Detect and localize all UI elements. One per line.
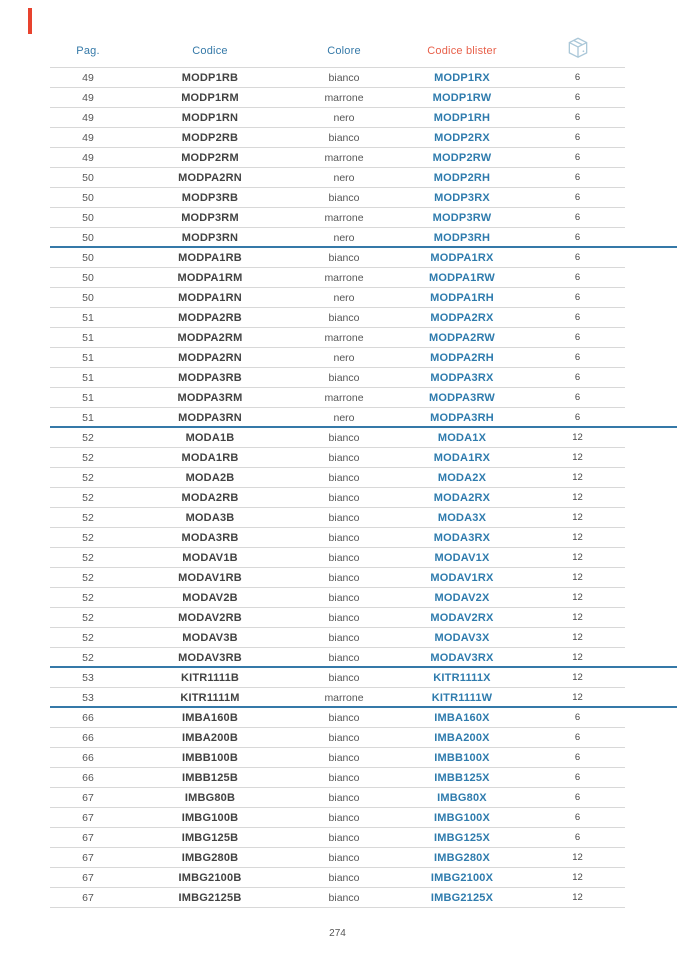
qty-cell: 6 (574, 792, 581, 803)
codice-cell: MODPA1RM (177, 271, 243, 284)
colore-cell: bianco (328, 491, 360, 504)
codice-cell: MODA2B (185, 471, 235, 484)
qty-cell: 6 (574, 392, 581, 403)
colore-cell: bianco (328, 651, 360, 664)
table-row (50, 548, 625, 568)
codice-blister-cell: IMBB125X (434, 771, 490, 784)
codice-cell: MODA2RB (181, 491, 239, 504)
codice-blister-cell: KITR1111W (431, 691, 493, 704)
pag-cell: 66 (82, 731, 94, 744)
table-row (50, 148, 625, 168)
qty-cell: 12 (572, 692, 583, 703)
table-row (50, 488, 625, 508)
pag-cell: 52 (82, 531, 94, 544)
qty-cell: 12 (572, 852, 583, 863)
codice-cell: MODPA2RN (178, 171, 242, 184)
codice-blister-cell: MODP3RH (433, 231, 491, 244)
codice-blister-cell: MODAV3X (434, 631, 490, 644)
codice-blister-cell: MODP2RX (434, 131, 490, 144)
colore-cell: bianco (328, 891, 360, 904)
table-row (50, 848, 625, 868)
codice-blister-cell: MODPA1RH (430, 291, 494, 304)
qty-cell: 6 (574, 372, 581, 383)
codice-cell: MODA1B (185, 431, 235, 444)
table-row (50, 668, 625, 688)
pag-cell: 67 (82, 811, 94, 824)
pag-cell: 50 (82, 191, 94, 204)
pag-cell: 52 (82, 571, 94, 584)
pag-cell: 53 (82, 671, 94, 684)
codice-blister-cell: MODAV2RX (430, 611, 494, 624)
colore-cell: bianco (328, 311, 360, 324)
pag-cell: 51 (82, 411, 94, 424)
codice-blister-cell: MODPA2RW (429, 331, 495, 344)
pag-cell: 67 (82, 891, 94, 904)
qty-cell: 6 (574, 212, 581, 223)
colore-cell: bianco (328, 71, 360, 84)
codice-cell: KITR1111B (180, 671, 240, 684)
qty-cell: 6 (574, 272, 581, 283)
codice-cell: MODP2RM (181, 151, 239, 164)
pag-cell: 53 (82, 691, 94, 704)
codice-cell: MODPA3RB (178, 371, 242, 384)
table-row (50, 768, 625, 788)
codice-blister-cell: MODA2X (437, 471, 487, 484)
codice-blister-cell: IMBA200X (434, 731, 490, 744)
table-row (50, 728, 625, 748)
table-row (50, 448, 625, 468)
pag-cell: 50 (82, 271, 94, 284)
table-row (50, 568, 625, 588)
pag-cell: 50 (82, 251, 94, 264)
colore-cell: bianco (328, 671, 360, 684)
table-row (50, 428, 625, 448)
qty-cell: 6 (574, 72, 581, 83)
codice-cell: MODP1RM (181, 91, 239, 104)
page-number: 274 (329, 928, 346, 939)
codice-cell: MODPA3RN (178, 411, 242, 424)
pag-cell: 49 (82, 131, 94, 144)
codice-cell: MODPA2RB (178, 311, 242, 324)
table-row (50, 868, 625, 888)
colore-cell: marrone (324, 211, 364, 224)
codice-blister-cell: IMBG2100X (430, 871, 494, 884)
pag-cell: 67 (82, 831, 94, 844)
qty-cell: 6 (574, 732, 581, 743)
codice-blister-cell: MODPA1RX (430, 251, 494, 264)
qty-cell: 6 (574, 292, 581, 303)
pag-cell: 52 (82, 451, 94, 464)
codice-blister-cell: MODPA3RW (429, 391, 495, 404)
codice-blister-cell: MODP1RX (434, 71, 490, 84)
colore-cell: marrone (324, 331, 364, 344)
codice-cell: MODAV1RB (178, 571, 242, 584)
codice-cell: IMBG2125B (178, 891, 242, 904)
table-body (50, 68, 625, 908)
qty-cell: 12 (572, 432, 583, 443)
table-row (50, 208, 625, 228)
pag-cell: 52 (82, 511, 94, 524)
table-row (50, 268, 625, 288)
qty-cell: 6 (574, 232, 581, 243)
colore-cell: bianco (328, 751, 360, 764)
pag-cell: 52 (82, 551, 94, 564)
table-row (50, 748, 625, 768)
codice-blister-cell: IMBA160X (434, 711, 490, 724)
codice-blister-cell: MODA2RX (433, 491, 491, 504)
qty-cell: 12 (572, 452, 583, 463)
colore-cell: bianco (328, 591, 360, 604)
pag-cell: 50 (82, 211, 94, 224)
pag-cell: 52 (82, 491, 94, 504)
colore-cell: bianco (328, 711, 360, 724)
codice-cell: MODP2RB (181, 131, 239, 144)
colore-cell: nero (333, 351, 355, 364)
table-row (50, 828, 625, 848)
pag-cell: 51 (82, 351, 94, 364)
qty-cell: 6 (574, 772, 581, 783)
table-row (50, 388, 625, 408)
qty-cell: 6 (574, 352, 581, 363)
colore-cell: bianco (328, 731, 360, 744)
colore-cell: marrone (324, 391, 364, 404)
codice-blister-cell: MODA3RX (433, 531, 491, 544)
colore-cell: bianco (328, 191, 360, 204)
header-qty (530, 35, 625, 66)
colore-cell: nero (333, 171, 355, 184)
codice-cell: MODAV1B (182, 551, 238, 564)
codice-blister-cell: MODAV2X (434, 591, 490, 604)
colore-cell: bianco (328, 451, 360, 464)
table-row (50, 128, 625, 148)
codice-cell: IMBG125B (181, 831, 239, 844)
product-table (50, 34, 625, 908)
codice-cell: MODPA1RN (178, 291, 242, 304)
codice-blister-cell: MODPA3RH (430, 411, 494, 424)
codice-blister-cell: MODAV3RX (430, 651, 494, 664)
codice-cell: IMBA200B (181, 731, 238, 744)
codice-blister-cell: MODA3X (437, 511, 487, 524)
codice-blister-cell: MODP3RW (432, 211, 492, 224)
codice-cell: MODA3RB (181, 531, 239, 544)
codice-blister-cell: MODAV1X (434, 551, 490, 564)
qty-cell: 12 (572, 472, 583, 483)
table-row (50, 408, 625, 428)
codice-cell: MODA3B (185, 511, 235, 524)
codice-cell: MODPA1RB (178, 251, 242, 264)
colore-cell: bianco (328, 551, 360, 564)
box-icon (565, 35, 591, 66)
qty-cell: 6 (574, 112, 581, 123)
colore-cell: bianco (328, 571, 360, 584)
pag-cell: 50 (82, 291, 94, 304)
qty-cell: 12 (572, 572, 583, 583)
table-row (50, 68, 625, 88)
colore-cell: nero (333, 111, 355, 124)
codice-cell: IMBG2100B (178, 871, 242, 884)
colore-cell: nero (333, 291, 355, 304)
pag-cell: 51 (82, 391, 94, 404)
colore-cell: bianco (328, 511, 360, 524)
colore-cell: marrone (324, 691, 364, 704)
table-row (50, 468, 625, 488)
qty-cell: 12 (572, 492, 583, 503)
table-row (50, 648, 625, 668)
colore-cell: bianco (328, 791, 360, 804)
table-row (50, 188, 625, 208)
qty-cell: 12 (572, 652, 583, 663)
table-header-row (50, 34, 625, 68)
codice-blister-cell: MODPA2RH (430, 351, 494, 364)
pag-cell: 52 (82, 651, 94, 664)
codice-cell: MODAV2RB (178, 611, 242, 624)
qty-cell: 6 (574, 412, 581, 423)
red-corner-mark (28, 8, 32, 34)
colore-cell: bianco (328, 611, 360, 624)
colore-cell: bianco (328, 371, 360, 384)
colore-cell: bianco (328, 531, 360, 544)
qty-cell: 6 (574, 92, 581, 103)
qty-cell: 6 (574, 172, 581, 183)
colore-cell: marrone (324, 91, 364, 104)
codice-blister-cell: IMBG80X (437, 791, 487, 804)
codice-cell: MODPA3RM (177, 391, 243, 404)
codice-blister-cell: MODAV1RX (430, 571, 494, 584)
table-row (50, 508, 625, 528)
codice-blister-cell: MODA1RX (433, 451, 491, 464)
pag-cell: 52 (82, 431, 94, 444)
codice-blister-cell: MODPA3RX (430, 371, 494, 384)
header-codice: Codice (192, 44, 228, 57)
pag-cell: 51 (82, 311, 94, 324)
table-row (50, 248, 625, 268)
codice-blister-cell: IMBG2125X (430, 891, 494, 904)
colore-cell: bianco (328, 851, 360, 864)
codice-cell: MODP1RB (181, 71, 239, 84)
codice-blister-cell: IMBG100X (433, 811, 490, 824)
pag-cell: 67 (82, 851, 94, 864)
codice-cell: IMBG280B (181, 851, 239, 864)
codice-blister-cell: MODP2RH (433, 171, 491, 184)
table-row (50, 288, 625, 308)
table-row (50, 348, 625, 368)
pag-cell: 67 (82, 871, 94, 884)
codice-blister-cell: MODP1RW (432, 91, 492, 104)
codice-cell: MODPA2RM (177, 331, 243, 344)
table-row (50, 788, 625, 808)
codice-blister-cell: MODPA2RX (430, 311, 494, 324)
codice-blister-cell: MODP2RW (432, 151, 492, 164)
codice-cell: MODAV3B (182, 631, 238, 644)
codice-cell: IMBG100B (181, 811, 239, 824)
qty-cell: 12 (572, 512, 583, 523)
pag-cell: 49 (82, 91, 94, 104)
colore-cell: nero (333, 231, 355, 244)
codice-cell: IMBB100B (181, 751, 238, 764)
codice-blister-cell: KITR1111X (433, 671, 491, 684)
codice-blister-cell: MODP3RX (434, 191, 490, 204)
colore-cell: bianco (328, 431, 360, 444)
colore-cell: bianco (328, 771, 360, 784)
pag-cell: 49 (82, 151, 94, 164)
qty-cell: 6 (574, 752, 581, 763)
pag-cell: 49 (82, 111, 94, 124)
codice-blister-cell: MODP1RH (433, 111, 491, 124)
qty-cell: 6 (574, 132, 581, 143)
qty-cell: 12 (572, 872, 583, 883)
pag-cell: 51 (82, 331, 94, 344)
table-row (50, 588, 625, 608)
codice-blister-cell: IMBG125X (433, 831, 490, 844)
pag-cell: 66 (82, 751, 94, 764)
codice-cell: IMBG80B (184, 791, 236, 804)
qty-cell: 12 (572, 672, 583, 683)
qty-cell: 6 (574, 812, 581, 823)
codice-blister-cell: IMBG280X (433, 851, 490, 864)
codice-cell: MODAV3RB (178, 651, 242, 664)
pag-cell: 67 (82, 791, 94, 804)
codice-blister-cell: IMBB100X (434, 751, 490, 764)
table-row (50, 228, 625, 248)
pag-cell: 50 (82, 231, 94, 244)
colore-cell: nero (333, 411, 355, 424)
codice-cell: MODP1RN (181, 111, 239, 124)
qty-cell: 6 (574, 332, 581, 343)
codice-cell: MODP3RM (181, 211, 239, 224)
table-row (50, 328, 625, 348)
header-codice-blister: Codice blister (427, 44, 497, 57)
pag-cell: 52 (82, 591, 94, 604)
qty-cell: 6 (574, 192, 581, 203)
table-row (50, 108, 625, 128)
codice-blister-cell: MODA1X (437, 431, 487, 444)
colore-cell: bianco (328, 471, 360, 484)
qty-cell: 6 (574, 152, 581, 163)
table-row (50, 368, 625, 388)
qty-cell: 12 (572, 892, 583, 903)
header-pag: Pag. (76, 44, 100, 57)
pag-cell: 49 (82, 71, 94, 84)
table-row (50, 608, 625, 628)
table-row (50, 168, 625, 188)
colore-cell: bianco (328, 131, 360, 144)
qty-cell: 12 (572, 532, 583, 543)
header-colore: Colore (327, 44, 361, 57)
codice-cell: MODPA2RN (178, 351, 242, 364)
table-row (50, 628, 625, 648)
colore-cell: marrone (324, 151, 364, 164)
pag-cell: 66 (82, 711, 94, 724)
qty-cell: 12 (572, 632, 583, 643)
colore-cell: bianco (328, 631, 360, 644)
colore-cell: marrone (324, 271, 364, 284)
pag-cell: 52 (82, 611, 94, 624)
pag-cell: 52 (82, 471, 94, 484)
pag-cell: 52 (82, 631, 94, 644)
qty-cell: 6 (574, 252, 581, 263)
table-row (50, 808, 625, 828)
codice-cell: MODP3RN (181, 231, 239, 244)
codice-cell: IMBB125B (181, 771, 238, 784)
table-row (50, 528, 625, 548)
codice-cell: MODAV2B (182, 591, 238, 604)
colore-cell: bianco (328, 251, 360, 264)
table-row (50, 688, 625, 708)
pag-cell: 66 (82, 771, 94, 784)
table-row (50, 888, 625, 908)
qty-cell: 12 (572, 592, 583, 603)
codice-cell: IMBA160B (181, 711, 238, 724)
codice-cell: KITR1111M (180, 691, 240, 704)
codice-cell: MODA1RB (181, 451, 239, 464)
qty-cell: 6 (574, 312, 581, 323)
pag-cell: 51 (82, 371, 94, 384)
colore-cell: bianco (328, 831, 360, 844)
colore-cell: bianco (328, 811, 360, 824)
qty-cell: 6 (574, 832, 581, 843)
table-row (50, 308, 625, 328)
table-row (50, 708, 625, 728)
qty-cell: 12 (572, 612, 583, 623)
qty-cell: 6 (574, 712, 581, 723)
pag-cell: 50 (82, 171, 94, 184)
table-row (50, 88, 625, 108)
qty-cell: 12 (572, 552, 583, 563)
colore-cell: bianco (328, 871, 360, 884)
codice-cell: MODP3RB (181, 191, 239, 204)
codice-blister-cell: MODPA1RW (429, 271, 495, 284)
